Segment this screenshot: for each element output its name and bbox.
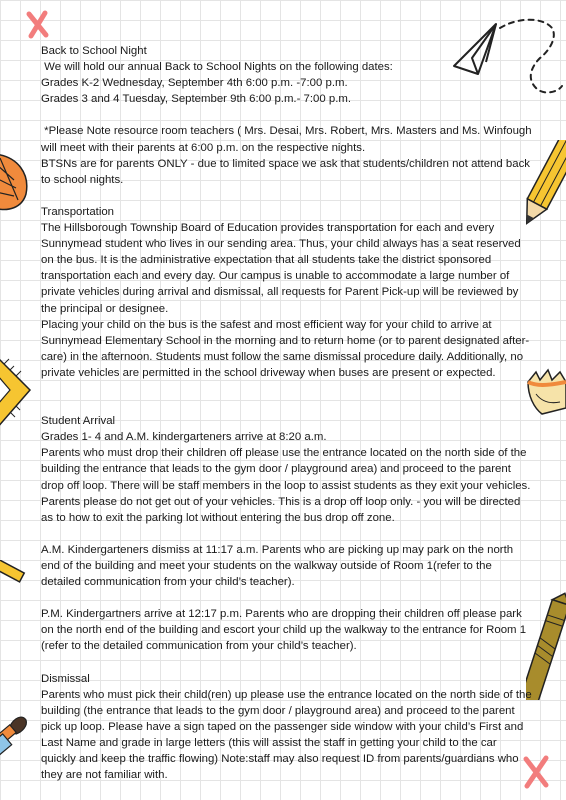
text-line: Transportation xyxy=(41,205,115,218)
text-line: Placing your child on the bus is the safest and most efficient way for your child to arrive at xyxy=(41,318,492,331)
text-line: transportation each and every day. Our campus is unable to accommodate a large number of xyxy=(41,270,510,283)
text-line: building (the entrance that leads to the gym door / playground area) and proceed to the parent xyxy=(41,704,515,717)
text-line: building the entrance that leads to the gym door / playground area) and proceed to the parent xyxy=(41,463,511,476)
text-line: on the north end of the building and escort your child up the walkway to the entrance for Room 1 xyxy=(41,624,527,637)
text-line: Parents who must drop their children off please use the entrance located on the north side of the xyxy=(41,447,527,460)
blank-line xyxy=(41,107,535,123)
text-line: care) in the afternoon. Students must follow the same dismissal procedure daily. Additionally, no xyxy=(41,350,524,363)
text-line: Parents please do not get out of your vehicles. This is a drop off loop only. - you will be directed xyxy=(41,495,521,508)
text-line: they are not familiar with. xyxy=(41,769,168,782)
blank-line xyxy=(41,526,535,542)
text-line: detailed communication from your child’s teacher). xyxy=(41,576,295,589)
text-line: Sunnymead Elementary School in the morning and to return home (or to parent designated after- xyxy=(41,334,530,347)
text-line: the principal or designee. xyxy=(41,302,169,315)
text-line: P.M. Kindergartners arrive at 12:17 p.m. Parents who are dropping their children off please park xyxy=(41,608,522,621)
text-line: drop off loop. There will be staff members in the loop to assist students as they exit your vehicles. xyxy=(41,479,531,492)
text-line: (refer to the detailed communication from your child’s teacher). xyxy=(41,640,357,653)
pencil-icon xyxy=(0,560,26,590)
text-line: private vehicles are permitted in the school driveway when buses are present or expected. xyxy=(41,366,496,379)
blank-line xyxy=(41,381,535,397)
ruler-icon xyxy=(0,340,40,440)
text-line: The Hillsborough Township Board of Education provides transportation for each and every xyxy=(41,222,495,235)
text-line: will meet with their parents at 6:00 p.m. on the respective nights. xyxy=(41,141,366,154)
text-line: Last Name and grade in large letters (this will assist the staff in getting your child to the car xyxy=(41,737,497,750)
text-line: Grades 1- 4 and A.M. kindergarteners arrive at 8:20 a.m. xyxy=(41,431,327,444)
text-line: to school nights. xyxy=(41,173,124,186)
text-line: *Please Note resource room teachers ( Mrs. Desai, Mrs. Robert, Mrs. Masters and Ms. Winfough xyxy=(41,125,532,138)
text-line: Student Arrival xyxy=(41,415,116,428)
text-line: quickly and keep the traffic flowing) Note:staff may also request ID from parents/guardians who xyxy=(41,753,519,766)
text-line: Dismissal xyxy=(41,672,90,685)
text-line: Parents who must pick their child(ren) up please use the entrance located on the north side of the xyxy=(41,688,532,701)
blank-line xyxy=(41,590,535,606)
text-line: on the bus. It is the administrative expectation that all students take the district sponsored xyxy=(41,254,492,267)
blank-line xyxy=(41,397,535,413)
blank-line xyxy=(41,655,535,671)
text-line: BTSNs are for parents ONLY - due to limited space we ask that students/children not attend back xyxy=(41,157,530,170)
text-line: as to how to exit the parking lot without entering the bus drop off zone. xyxy=(41,511,395,524)
text-line: Grades K-2 Wednesday, September 4th 6:00 p.m. -7:00 p.m. xyxy=(41,77,348,90)
leaf-icon xyxy=(0,150,30,212)
text-line: Back to School Night xyxy=(41,45,147,57)
text-line: end of the building and meet your students on the walkway outside of Room 1(refer to the xyxy=(41,560,492,572)
text-line: Grades 3 and 4 Tuesday, September 9th 6:00 p.m.- 7:00 p.m. xyxy=(41,93,352,106)
cross-icon xyxy=(24,8,52,40)
blank-line xyxy=(41,188,535,204)
text-line: A.M. Kindergarteners dismiss at 11:17 a.m. Parents who are picking up may park on the north xyxy=(41,543,514,556)
text-line: pick up loop. Please have a sign taped on the passenger side window with your child’s First and xyxy=(41,720,524,733)
text-line: private vehicles during arrival and dismissal, all requests for Parent Pick-up will be reviewed by xyxy=(41,286,519,299)
paintbrush-icon xyxy=(0,710,34,764)
text-line: Sunnymead student who lives in our sending area. Thus, your child always has a seat reserved xyxy=(41,238,521,251)
document-body xyxy=(41,43,535,783)
text-line: We will hold our annual Back to School Nights on the following dates: xyxy=(41,61,393,74)
